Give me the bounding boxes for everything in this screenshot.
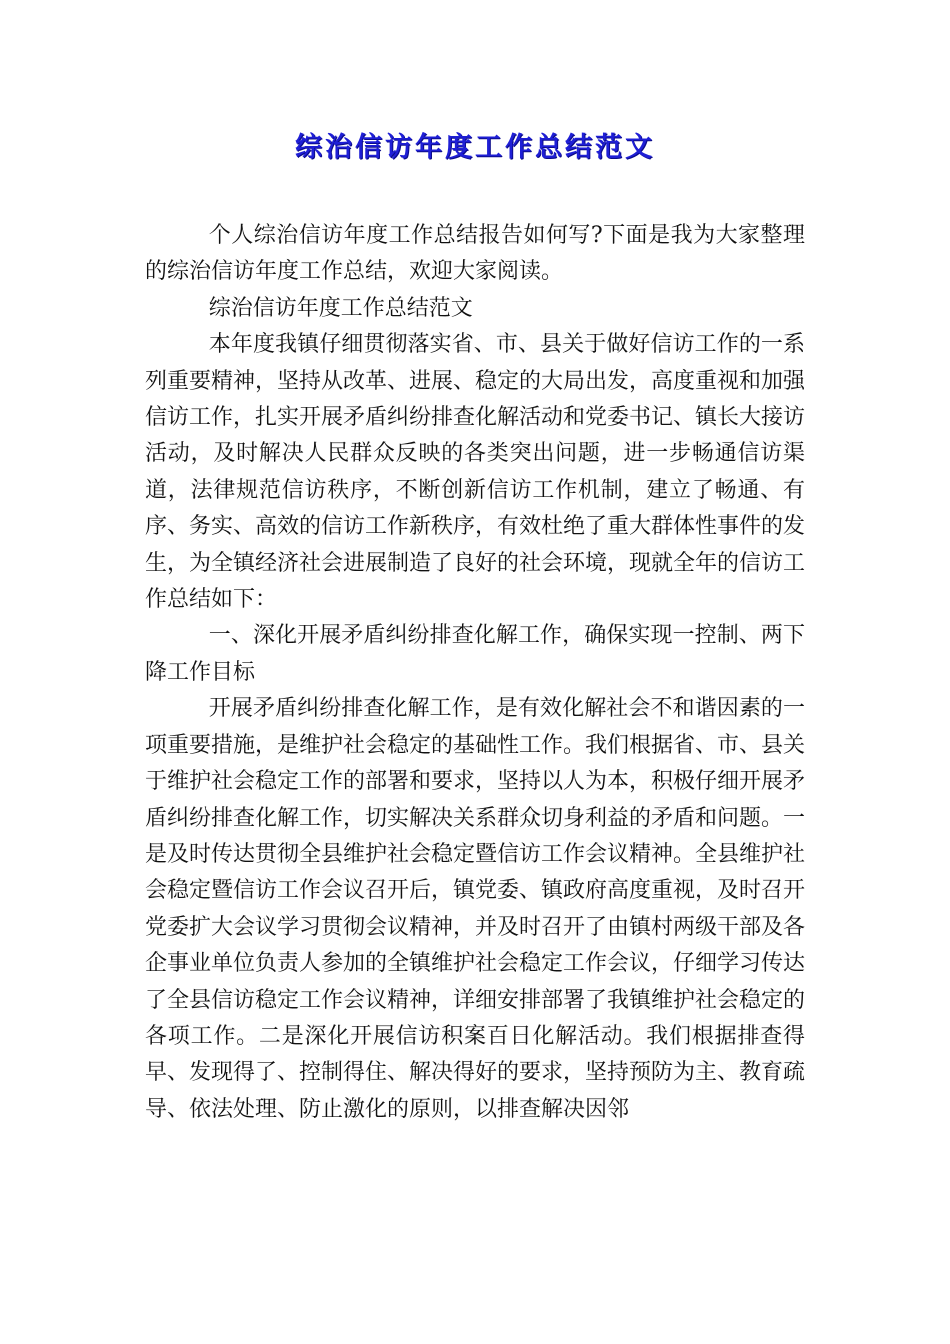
paragraph-subtitle: 综治信访年度工作总结范文 <box>208 295 473 321</box>
section-heading-1: 一、深化开展矛盾纠纷排查化解工作，确保实现一控制、两下降工作目标 <box>145 623 805 685</box>
document-body <box>145 218 805 1128</box>
paragraph-section-1: 开展矛盾纠纷排查化解工作，是有效化解社会不和谐因素的一项重要措施，是维护社会稳定的基础性工作。我们根据省、市、县关于维护社会稳定工作的部署和要求，坚持以人为本，积极仔细开展矛盾纠纷排查化解工作，切实解决关系群众切身利益的矛盾和问题。一是及时传达贯彻全县维护社会稳定暨信访工作会议精神。全县维护社会稳定暨信访工作会议召开后，镇党委、镇政府高度重视，及时召开党委扩大会议学习贯彻会议精神，并及时召开了由镇村两级干部及各企事业单位负责人参加的全镇维护社会稳定工作会议，仔细学习传达了全县信访稳定工作会议精神，详细安排部署了我镇维护社会稳定的各项工作。二是深化开展信访积案百日化解活动。我们根据排查得早、发现得了、控制得住、解决得好的要求，坚持预防为主、教育疏导、依法处理、防止激化的原则，以排查解决因邻 <box>145 696 806 1122</box>
paragraph-overview: 本年度我镇仔细贯彻落实省、市、县关于做好信访工作的一系列重要精神，坚持从改革、进展、稳定的大局出发，高度重视和加强信访工作，扎实开展矛盾纠纷排查化解活动和党委书记、镇长大接访活动，及时解决人民群众反映的各类突出问题，进一步畅通信访渠道，法律规范信访秩序，不断创新信访工作机制，建立了畅通、有序、务实、高效的信访工作新秩序，有效杜绝了重大群体性事件的发生，为全镇经济社会进展制造了良好的社会环境，现就全年的信访工作总结如下： <box>145 332 806 613</box>
document-title: 综治信访年度工作总结范文 <box>295 132 655 163</box>
paragraph-intro: 个人综治信访年度工作总结报告如何写?下面是我为大家整理的综治信访年度工作总结，欢迎大家阅读。 <box>145 223 805 285</box>
